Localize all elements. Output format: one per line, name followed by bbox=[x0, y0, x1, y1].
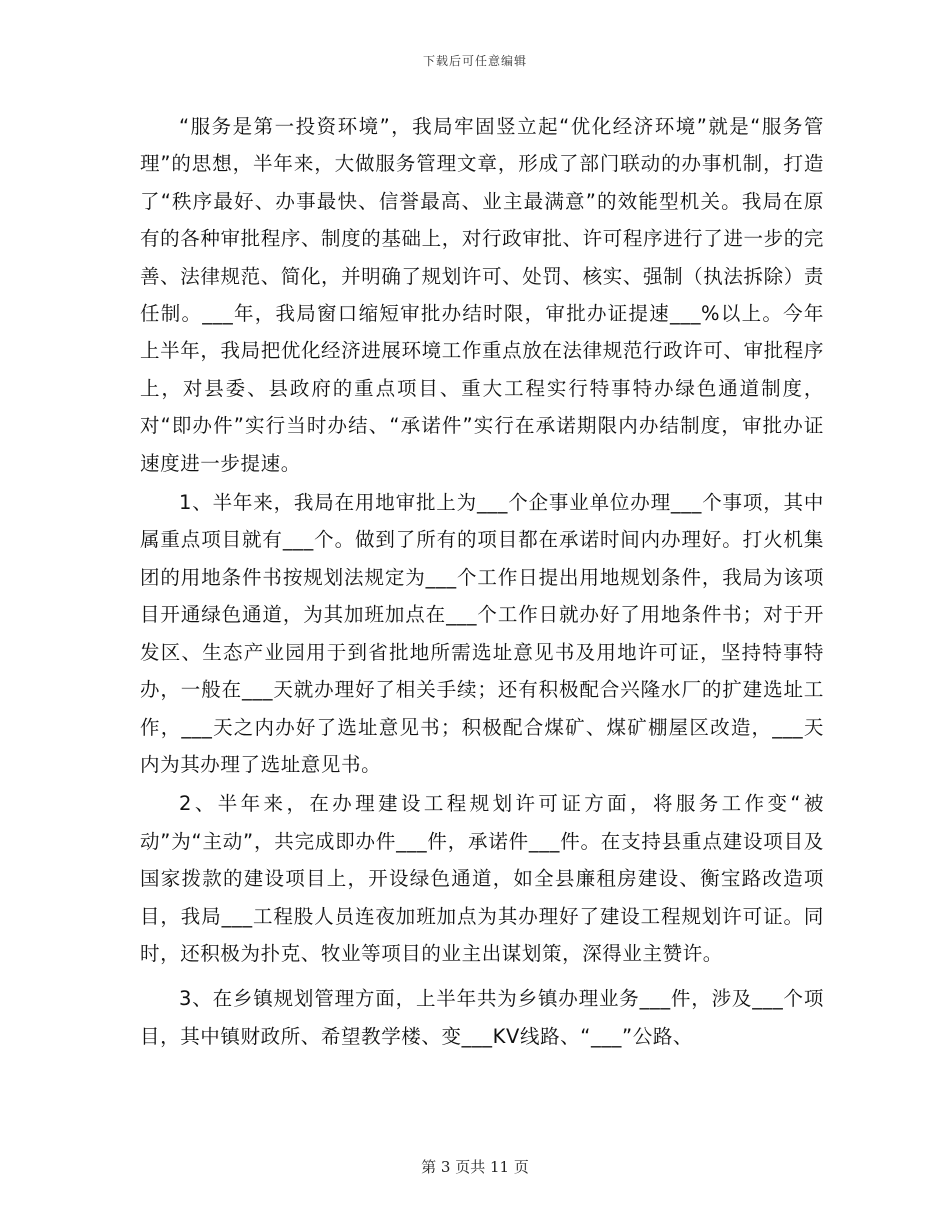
paragraph-item-1: 1、半年来，我局在用地审批上为___个企事业单位办理___个事项，其中属重点项目就有___个。做到了所有的项目都在承诺时间内办理好。打火机集团的用地条件书按规划法规定为___个工作日提出用地规划条件，我局为该项目开通绿色通道，为其加班加点在___个工作日就办好了用地条件书；对于开发区、生态产业园用于到省批地所需选址意见书及用地许可证，坚持特事特办，一般在___天就办理好了相关手续；还有积极配合兴隆水厂的扩建选址工作，___天之内办好了选址意见书；积极配合煤矿、煤矿棚屋区改造，___天内为其办理了选址意见书。 bbox=[140, 491, 824, 776]
document-body bbox=[140, 108, 824, 1055]
paragraph-intro: “服务是第一投资环境”，我局牢固竖立起“优化经济环境”就是“服务管理”的思想，半年来，大做服务管理文章，形成了部门联动的办事机制，打造了“秩序最好、办事最快、信誉最高、业主最满意”的效能型机关。我局在原有的各种审批程序、制度的基础上，对行政审批、许可程序进行了进一步的完善、法律规范、简化，并明确了规划许可、处罚、核实、强制（执法拆除）责任制。___年，我局窗口缩短审批办结时限，审批办证提速___%以上。今年上半年，我局把优化经济进展环境工作重点放在法律规范行政许可、审批程序上，对县委、县政府的重点项目、重大工程实行特事特办绿色通道制度，对“即办件”实行当时办结、“承诺件”实行在承诺期限内办结制度，审批办证速度进一步提速。 bbox=[140, 115, 824, 475]
paragraph-item-2: 2、半年来，在办理建设工程规划许可证方面，将服务工作变“被动”为“主动”，共完成即办件___件，承诺件___件。在支持县重点建设项目及国家拨款的建设项目上，开设绿色通道，如全县廉租房建设、衡宝路改造项目，我局___工程股人员连夜加班加点为其办理好了建设工程规划许可证。同时，还积极为扑克、牧业等项目的业主出谋划策，深得业主赞许。 bbox=[140, 792, 824, 965]
page-header: 下载后可任意编辑 bbox=[422, 54, 527, 68]
page-number: 第 3 页共 11 页 bbox=[421, 1158, 529, 1176]
paragraph-item-3: 3、在乡镇规划管理方面，上半年共为乡镇办理业务___件，涉及___个项目，其中镇财政所、希望教学楼、变___KV线路、“___”公路、 bbox=[140, 987, 824, 1048]
